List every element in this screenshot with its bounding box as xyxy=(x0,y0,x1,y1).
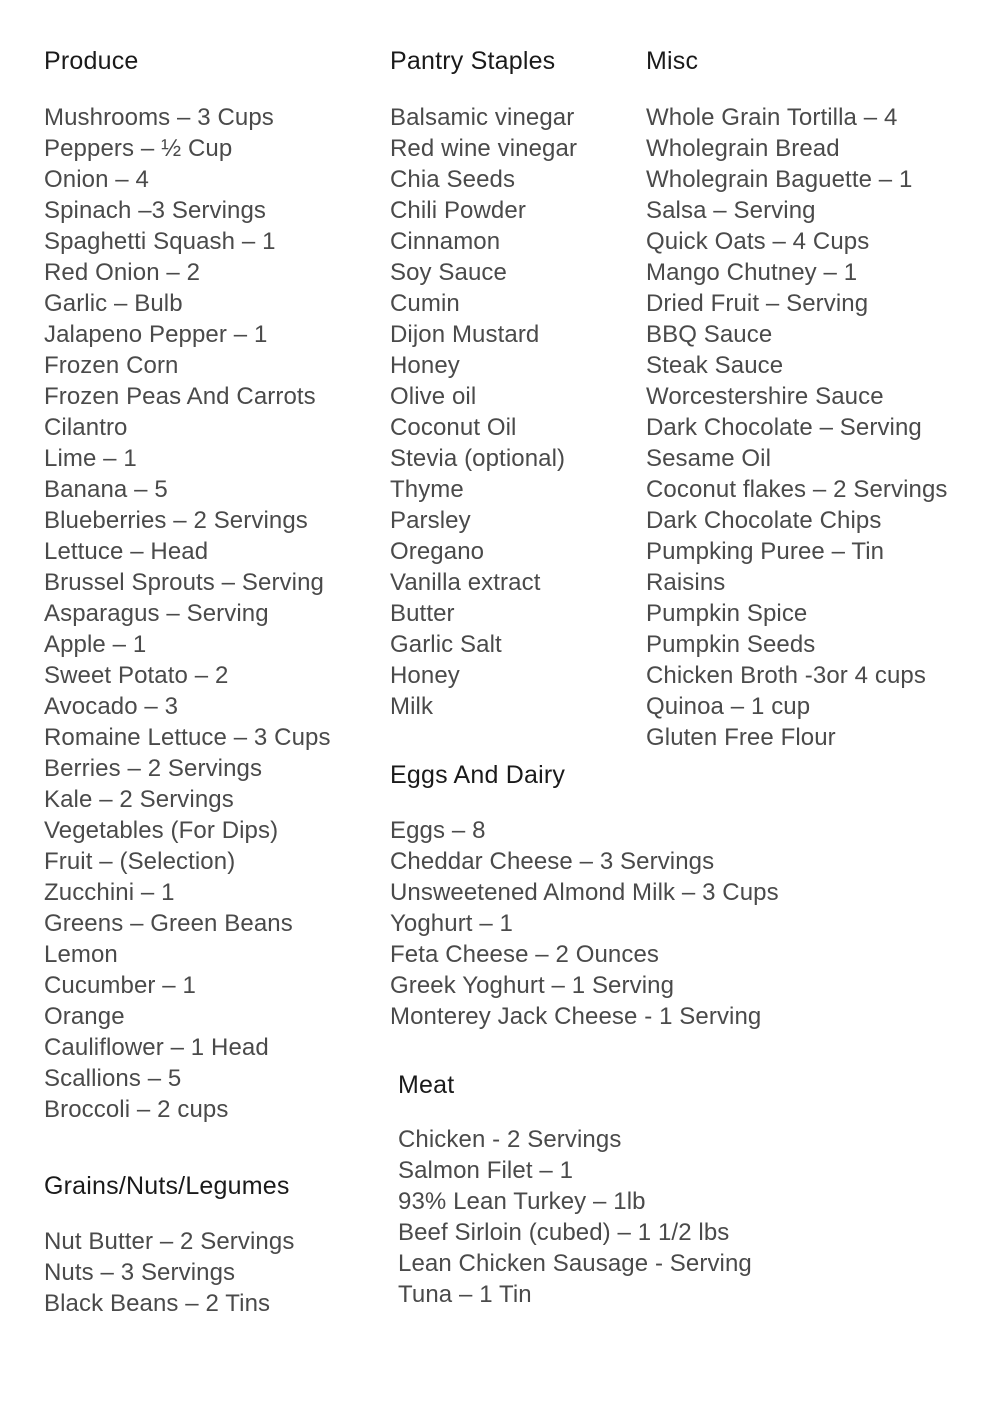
list-item: Blueberries – 2 Servings xyxy=(44,506,308,534)
section-title-grains-nuts-legumes: Grains/Nuts/Legumes xyxy=(44,1171,290,1200)
list-item: Wholegrain Baguette – 1 xyxy=(646,165,913,193)
list-item: Frozen Peas And Carrots xyxy=(44,382,316,410)
list-item: Steak Sauce xyxy=(646,351,784,379)
list-item: Frozen Corn xyxy=(44,351,179,379)
list-item: Pumpkin Seeds xyxy=(646,630,816,658)
list-item: Vanilla extract xyxy=(390,568,541,596)
list-item: Avocado – 3 xyxy=(44,692,179,720)
list-item: Scallions – 5 xyxy=(44,1064,182,1092)
list-item: Pumpking Puree – Tin xyxy=(646,537,885,565)
list-item: Lean Chicken Sausage - Serving xyxy=(398,1249,752,1277)
list-item: Dark Chocolate – Serving xyxy=(646,413,922,441)
list-item: Dried Fruit – Serving xyxy=(646,289,869,317)
list-item: Brussel Sprouts – Serving xyxy=(44,568,324,596)
section-title-produce: Produce xyxy=(44,47,139,75)
list-item: Red wine vinegar xyxy=(390,134,578,162)
list-item: Stevia (optional) xyxy=(390,444,566,472)
list-item: Onion – 4 xyxy=(44,165,149,193)
list-item: Lettuce – Head xyxy=(44,537,209,565)
list-item: Fruit – (Selection) xyxy=(44,847,236,875)
list-meat xyxy=(398,1124,752,1310)
list-item: Chicken - 2 Servings xyxy=(398,1125,622,1153)
list-item: Black Beans – 2 Tins xyxy=(44,1290,271,1317)
section-grains-nuts-legumes xyxy=(44,1173,374,1320)
list-item: Jalapeno Pepper – 1 xyxy=(44,320,268,348)
list-item: Beef Sirloin (cubed) – 1 1/2 lbs xyxy=(398,1218,730,1246)
list-item: Thyme xyxy=(390,475,464,503)
list-item: Salsa – Serving xyxy=(646,196,816,224)
list-item: Cauliflower – 1 Head xyxy=(44,1033,269,1061)
section-produce xyxy=(44,48,374,1125)
list-pantry-staples xyxy=(390,102,638,722)
list-item: Lemon xyxy=(44,940,118,968)
list-item: Romaine Lettuce – 3 Cups xyxy=(44,723,331,751)
section-title-meat: Meat xyxy=(398,1071,455,1099)
list-item: Dark Chocolate Chips xyxy=(646,506,882,534)
list-item: Cumin xyxy=(390,289,460,317)
list-item: Feta Cheese – 2 Ounces xyxy=(390,941,660,968)
list-item: Peppers – ½ Cup xyxy=(44,134,233,162)
list-item: Greens – Green Beans xyxy=(44,909,293,937)
section-pantry-staples xyxy=(390,48,638,722)
list-item: BBQ Sauce xyxy=(646,320,773,348)
list-item: Chili Powder xyxy=(390,196,526,224)
list-item: Lime – 1 xyxy=(44,444,137,472)
list-item: Garlic Salt xyxy=(390,630,502,658)
section-title-misc: Misc xyxy=(646,47,699,75)
list-item: Pumpkin Spice xyxy=(646,599,808,627)
list-item: Sweet Potato – 2 xyxy=(44,661,229,689)
list-item: Balsamic vinegar xyxy=(390,103,575,131)
list-item: Chia Seeds xyxy=(390,165,516,193)
list-item: Cilantro xyxy=(44,413,128,441)
list-item: Tuna – 1 Tin xyxy=(398,1280,532,1308)
list-item: Raisins xyxy=(646,568,726,596)
column-right xyxy=(646,48,986,753)
list-item: Gluten Free Flour xyxy=(646,723,836,751)
list-item: Whole Grain Tortilla – 4 xyxy=(646,103,898,131)
list-item: Apple – 1 xyxy=(44,630,147,658)
list-item: Honey xyxy=(390,661,460,689)
list-item: Honey xyxy=(390,351,460,379)
list-item: Worcestershire Sauce xyxy=(646,382,884,410)
list-eggs-and-dairy xyxy=(390,815,779,1032)
list-item: Cheddar Cheese – 3 Servings xyxy=(390,848,715,875)
list-item: Garlic – Bulb xyxy=(44,289,183,317)
list-item: Coconut flakes – 2 Servings xyxy=(646,475,948,503)
section-title-eggs-and-dairy: Eggs And Dairy xyxy=(390,760,566,789)
list-grains-nuts-legumes xyxy=(44,1226,374,1319)
section-title-pantry-staples: Pantry Staples xyxy=(390,47,556,75)
list-misc xyxy=(646,102,986,753)
list-item: Butter xyxy=(390,599,455,627)
list-produce xyxy=(44,102,374,1125)
list-item: Cucumber – 1 xyxy=(44,971,196,999)
list-item: Parsley xyxy=(390,506,471,534)
list-item: Vegetables (For Dips) xyxy=(44,816,279,844)
list-item: Oregano xyxy=(390,537,485,565)
list-item: Red Onion – 2 xyxy=(44,258,201,286)
list-item: Olive oil xyxy=(390,382,477,410)
section-eggs-and-dairy xyxy=(390,760,779,1033)
list-item: Cinnamon xyxy=(390,227,501,255)
list-item: Chicken Broth -3or 4 cups xyxy=(646,661,926,689)
section-misc xyxy=(646,48,986,753)
list-item: Quick Oats – 4 Cups xyxy=(646,227,870,255)
list-item: Nuts – 3 Servings xyxy=(44,1259,236,1286)
list-item: Milk xyxy=(390,692,434,720)
list-item: Kale – 2 Servings xyxy=(44,785,234,813)
list-item: 93% Lean Turkey – 1lb xyxy=(398,1187,646,1215)
list-item: Spaghetti Squash – 1 xyxy=(44,227,276,255)
list-item: Sesame Oil xyxy=(646,444,772,472)
list-item: Yoghurt – 1 xyxy=(390,910,513,937)
list-item: Mango Chutney – 1 xyxy=(646,258,858,286)
list-item: Orange xyxy=(44,1002,125,1030)
list-item: Berries – 2 Servings xyxy=(44,754,263,782)
list-item: Wholegrain Bread xyxy=(646,134,840,162)
section-meat xyxy=(390,1071,752,1310)
list-item: Soy Sauce xyxy=(390,258,507,286)
list-item: Eggs – 8 xyxy=(390,817,486,844)
list-item: Broccoli – 2 cups xyxy=(44,1095,229,1123)
column-left xyxy=(44,48,374,1319)
list-item: Quinoa – 1 cup xyxy=(646,692,811,720)
list-item: Salmon Filet – 1 xyxy=(398,1156,574,1184)
list-item: Monterey Jack Cheese - 1 Serving xyxy=(390,1003,762,1030)
list-item: Zucchini – 1 xyxy=(44,878,175,906)
list-item: Dijon Mustard xyxy=(390,320,540,348)
list-item: Nut Butter – 2 Servings xyxy=(44,1228,295,1255)
list-item: Mushrooms – 3 Cups xyxy=(44,103,274,131)
list-item: Greek Yoghurt – 1 Serving xyxy=(390,972,675,999)
list-item: Unsweetened Almond Milk – 3 Cups xyxy=(390,879,779,906)
list-item: Asparagus – Serving xyxy=(44,599,269,627)
list-item: Banana – 5 xyxy=(44,475,168,503)
list-item: Coconut Oil xyxy=(390,413,517,441)
list-item: Spinach –3 Servings xyxy=(44,196,267,224)
